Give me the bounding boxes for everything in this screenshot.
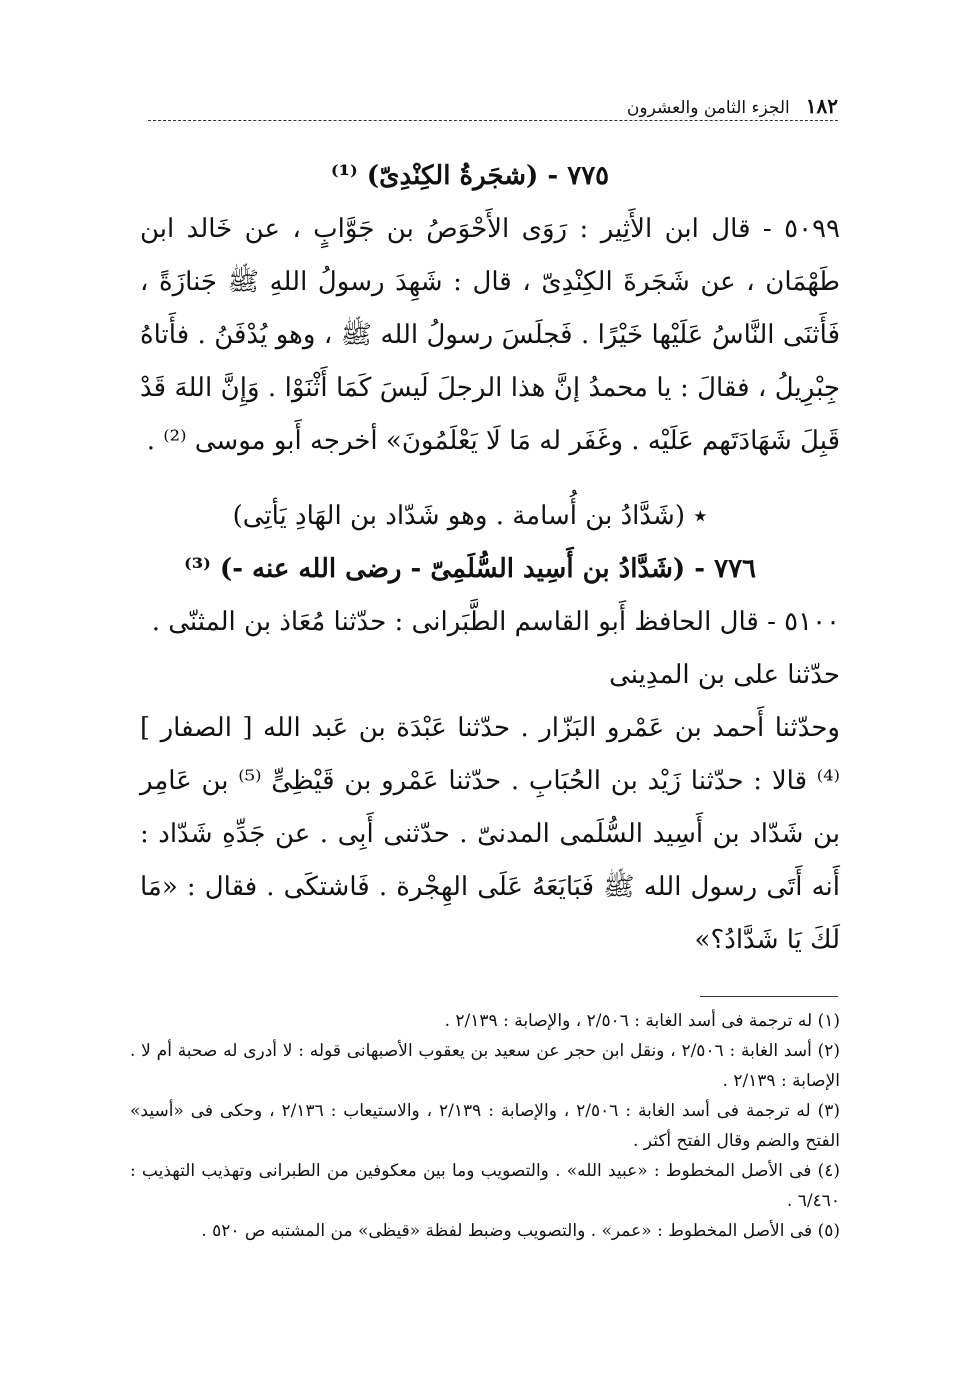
hadith-5099: ٥٠٩٩ - قال ابن الأَثِير : رَوَى الأَحْوَصُ بن جَوَّابٍ ، عن خَالد ابن طَهْمَان ، عن شَجَرةَ الكِنْدِىّ ، قال : شَهِدَ رسولُ اللهِ ﷺ جَنازَةً ، فَأَثنَى النَّاسُ عَلَيْها خَيْرًا . فَجلَسَ رسولُ الله ﷺ ، وهو يُدْفَنُ . فأَتاهُ جِبْرِيلُ ، فقالَ : يا محمدُ إنَّ هذا الرجلَ لَيسَ كَمَا أَثْنَوْا . وَإِنَّ اللهَ قَدْ قَبِلَ شَهَادَتَهم عَلَيْه . وغَفَر له مَا لَا يَعْلَمُونَ» أخرجه أَبو موسى ⁽²⁾ . (140, 214, 840, 456)
page-header (148, 84, 838, 118)
running-title: الجزء الثامن والعشرون (626, 98, 790, 118)
hadith-5100-chain-1: حدّثنا على بن المدِينى (609, 660, 840, 690)
page-number: ١٨٢ (805, 94, 838, 118)
header-divider (148, 120, 838, 121)
footnote-4: (٤) فى الأصل المخطوط : «عبيد الله» . والتصويب وما بين معكوفين من الطبرانى وتهذيب التهذيب : ٦/٤٦٠ . (130, 1161, 840, 1211)
entry-heading-776: ٧٧٦ - (شَدَّادُ بن أَسِيد السُّلَمِىّ - رضى الله عنه -) ⁽³⁾ (183, 554, 757, 584)
section-gap (140, 468, 840, 490)
main-text (140, 150, 840, 967)
cross-reference-shaddad: ٭ (شَدَّادُ بن أُسامة . وهو شَدّاد بن الهَادِ يَأتِى) (232, 501, 708, 531)
hadith-5100-chain-2: وحدّثنا أَحمد بن عَمْرو البَزّار . حدّثنا عَبْدَة بن عَبد الله [ الصفار ] ⁽⁴⁾ قالا : حدّثنا زَيْد بن الحُبَابِ . حدّثنا عَمْرو بن قَيْظِىٍّ ⁽⁵⁾ بن عَامِر بن شَدّاد بن أَسِيد السُّلَمى المدنىّ . حدّثنى أَبِى . عن جَدِّهِ شَدّاد : أَنه أَتَى رسول الله ﷺ فَبَايَعَهُ عَلَى الهِجْرة . فَاشتكَى . فقال : «مَا لَكَ يَا شَدَّادُ؟» (140, 713, 840, 955)
footnote-2: (٢) أسد الغابة : ٢/٥٠٦ ، ونقل ابن حجر عن سعيد بن يعقوب الأصبهانى قوله : لا أدرى له صحبة أم لا . الإصابة : ٢/١٣٩ . (130, 1041, 840, 1091)
hadith-5100-intro: ٥١٠٠ - قال الحافظ أَبو القاسم الطَّبَرانى : حدّثنا مُعَاذ بن المثنّى . (151, 607, 840, 637)
footnotes (130, 1006, 840, 1246)
footnote-3: (٣) له ترجمة فى أسد الغابة : ٢/٥٠٦ ، والإصابة : ٢/١٣٩ ، والاستيعاب : ٢/١٣٦ ، وحكى فى «أسيد» الفتح والضم وقال الفتح أكثر . (130, 1101, 840, 1151)
footnote-divider (700, 996, 838, 997)
entry-heading-775: ٧٧٥ - (شجَرةُ الكِنْدِىّ) ⁽¹⁾ (330, 161, 610, 191)
footnote-1: (١) له ترجمة فى أسد الغابة : ٢/٥٠٦ ، والإصابة : ٢/١٣٩ . (444, 1011, 840, 1031)
footnote-5: (٥) فى الأصل المخطوط : «عمر» . والتصويب وضبط لفظة «قيظى» من المشتبه ص ٥٢٠ . (201, 1221, 840, 1241)
